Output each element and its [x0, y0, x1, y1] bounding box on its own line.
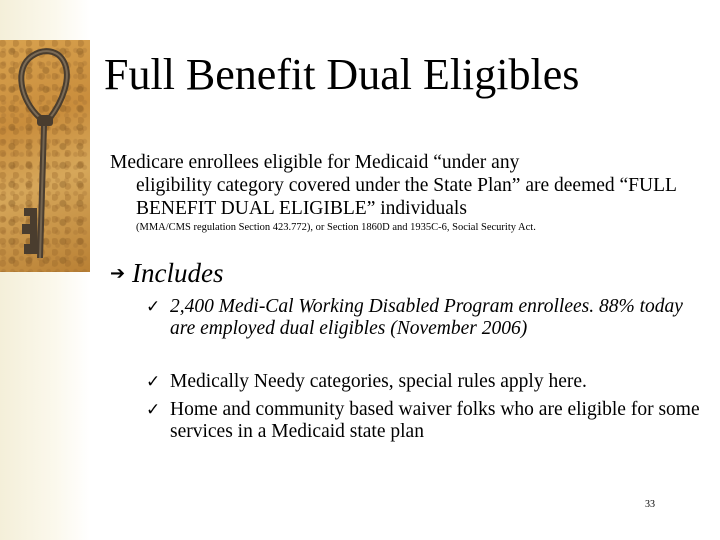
citation-note: (MMA/CMS regulation Section 423.772), or Section 1860D and 1935C-6, Social Security Act.: [136, 222, 536, 233]
intro-first-line: Medicare enrollees eligible for Medicaid “under any: [110, 152, 520, 173]
list-item: [146, 296, 706, 340]
list-item-text: Medically Needy categories, special rules apply here.: [170, 371, 587, 392]
list-item-text: 2,400 Medi-Cal Working Disabled Program enrollees. 88% today are employed dual eligibles (November 2006): [170, 296, 683, 339]
includes-heading: [110, 256, 223, 291]
list-item: [146, 371, 706, 393]
skeleton-key-image: [0, 40, 90, 272]
intro-paragraph: [110, 151, 708, 220]
checkmark-icon: ✓: [146, 297, 161, 317]
intro-continuation: eligibility category covered under the State Plan” are deemed “FULL BENEFIT DUAL ELIGIBLE” individuals: [136, 175, 677, 219]
list-item-text: Home and community based waiver folks who are eligible for some services in a Medicaid state plan: [170, 399, 700, 442]
slide-title: Full Benefit Dual Eligibles: [104, 50, 580, 99]
page-number: 33: [645, 499, 655, 510]
checkmark-icon: ✓: [146, 372, 161, 392]
right-arrow-icon: ➔: [110, 263, 126, 284]
includes-label: Includes: [132, 258, 224, 288]
checkmark-icon: ✓: [146, 400, 161, 420]
list-item: [146, 399, 706, 443]
